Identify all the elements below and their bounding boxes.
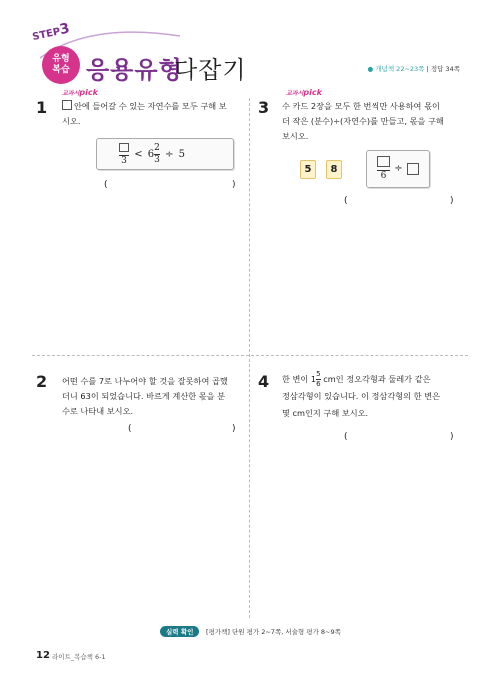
problem-2-answer-paren-open: (: [128, 424, 132, 434]
step-label: STEP3: [31, 20, 72, 44]
problem-3-formula: 6 ÷: [366, 150, 430, 188]
problem-3-text: 수 카드 2장을 모두 한 번씩만 사용하여 몫이 더 작은 (분수)÷(자연수)를 만들고, 몫을 구해 보시오.: [282, 101, 444, 141]
reference-info: ● 개념책 22~23쪽 | 정답 34쪽: [367, 65, 460, 73]
fraction-2-3: $\frac{2}{3}$: [154, 143, 160, 165]
problem-3-answer-paren-open: (: [344, 196, 348, 206]
problem-4-number: 4: [258, 372, 270, 391]
row-divider: [32, 355, 468, 356]
blank-box-icon: [119, 143, 129, 152]
problem-2-text: 어떤 수를 7로 나누어야 할 것을 잘못하여 곱했 더니 63이 되었습니다. 바르게 계산한 몫을 분 수로 나타내 보시오.: [62, 376, 228, 416]
textbook-pick-badge: 교과서pick: [62, 88, 98, 97]
blank-box-icon[interactable]: [407, 163, 419, 175]
problem-1-answer-paren-open: (: [104, 180, 108, 190]
blank-box-icon: [62, 100, 72, 110]
bullet-icon: ●: [367, 65, 374, 73]
fraction-5-6: $\frac{5}{6}$: [316, 370, 321, 388]
column-divider: [249, 98, 250, 618]
problem-3-number: 3: [258, 98, 270, 117]
problem-4-answer-field[interactable]: [352, 430, 448, 444]
number-card-8[interactable]: 8: [326, 160, 342, 179]
page-title-main: 응용유형: [86, 56, 183, 84]
problem-2-answer-paren-close: ): [232, 424, 236, 434]
problem-3-answer-paren-close: ): [450, 196, 454, 206]
problem-4-text: 한 변이 1 $\frac{5}{6}$ cm인 정오각형과 둘레가 같은 정삼각형이 있습니다. 이 정삼각형의 한 변은 몇 cm인지 구해 보시오.: [282, 370, 440, 418]
problem-1-answer-paren-close: ): [232, 180, 236, 190]
fraction-box-over-3: 3: [119, 143, 129, 166]
number-card-5[interactable]: 5: [300, 160, 316, 179]
problem-2-answer-field[interactable]: [136, 422, 230, 436]
skill-check-text: [평가책] 단원 평가 2~7쪽, 서술형 평가 8~9쪽: [206, 628, 341, 636]
problem-1-answer-field[interactable]: [112, 178, 230, 192]
page-title-sub: 다잡기: [174, 56, 247, 84]
page-number: 12: [36, 650, 50, 661]
blank-box-icon[interactable]: [377, 156, 390, 167]
book-name: 라이트_복습책 6-1: [52, 653, 106, 661]
problem-2-number: 2: [36, 372, 48, 391]
step-badge: 유형 복습: [42, 46, 80, 84]
problem-1-text: 안에 들어갈 수 있는 자연수를 모두 구해 보 시오.: [62, 101, 227, 126]
problem-1-number: 1: [36, 98, 48, 117]
problem-4-answer-paren-open: (: [344, 432, 348, 442]
problem-4-answer-paren-close: ): [450, 432, 454, 442]
problem-3-answer-field[interactable]: [352, 194, 448, 208]
problem-1-formula: 3 < 6 $\frac{2}{3}$ ÷ 5: [96, 138, 234, 170]
skill-check-badge: 실력 확인: [160, 626, 199, 637]
textbook-pick-badge: 교과서pick: [286, 88, 322, 97]
fraction-box-over-6: 6: [377, 156, 390, 181]
